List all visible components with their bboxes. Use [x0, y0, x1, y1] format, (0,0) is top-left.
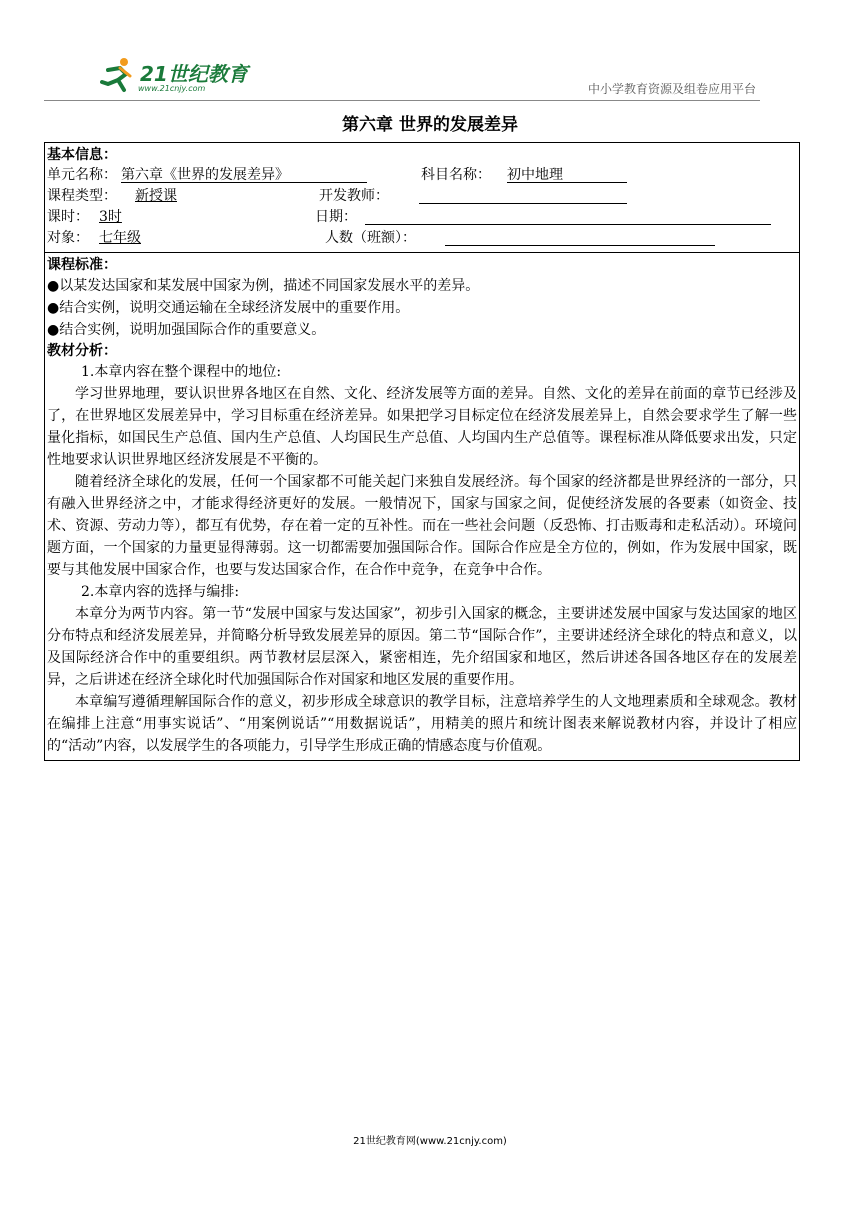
- standards-section: [45, 253, 799, 760]
- platform-label: 中小学教育资源及组卷应用平台: [587, 82, 756, 96]
- course-type-value: 新授课: [135, 188, 177, 204]
- logo-url-text: www.21cnjy.com: [138, 84, 206, 93]
- info-row-type: [47, 186, 797, 207]
- analysis-paragraph-4: 本章编写遵循理解国际合作的意义，初步形成全球意识的教学目标，注意培养学生的人文地理素质和全球观念。教材在编排上注意“用事实说话”、“用案例说话”“用数据说话”，用精美的照片和统计图表来解说教材内容，并设计了相应的“活动”内容，以发展学生的各项能力，引导学生形成正确的情感态度与价值观。: [47, 694, 797, 754]
- page-title: 第六章 世界的发展差异: [342, 115, 518, 135]
- analysis-paragraph-2: 随着经济全球化的发展，任何一个国家都不可能关起门来独自发展经济。每个国家的经济都是世界经济的一部分，只有融入世界经济之中，才能求得经济更好的发展。一般情况下，国家与国家之间，促使经济发展的各要素（如资金、技术、资源、劳动力等），都互有优势，存在着一定的互补性。而在一些社会问题（反恐怖、打击贩毒和走私活动）。环境问题方面，一个国家的力量更显得薄弱。这一切都需要加强国际合作。国际合作应是全方位的，例如，作为发展中国家，既要与其他发展中国家合作，也要与发达国家合作，在合作中竞争，在竞争中合作。: [47, 474, 797, 578]
- logo-text: 21世纪教育: [140, 62, 248, 86]
- analysis-paragraph-3: 本章分为两节内容。第一节“发展中国家与发达国家”，初步引入国家的概念，主要讲述发展中国家与发达国家的地区分布特点和经济发展差异，并简略分析导致发展差异的原因。第二节“国际合作”，主要讲述经济全球化的特点和意义，以及国际经济合作中的重要组织。两节教材层层深入，紧密相连，先介绍国家和地区，然后讲述各国各地区存在的发展差异，之后讲述在经济全球化时代加强国际合作对国家和地区发展的重要作用。: [47, 606, 797, 688]
- info-row-target: [47, 228, 797, 249]
- date-underline: [365, 224, 771, 225]
- basic-info-section: [45, 143, 799, 253]
- standard-item: ●以某发达国家和某发展中国家为例，描述不同国家发展水平的差异。: [47, 278, 480, 294]
- standard-item: ●结合实例，说明加强国际合作的重要意义。: [47, 322, 326, 338]
- runner-logo-icon: [100, 56, 134, 94]
- unit-underline: [121, 182, 367, 183]
- subject-value: 初中地理: [507, 167, 563, 183]
- logo: [100, 56, 300, 98]
- subject-label: 科目名称：: [421, 167, 491, 183]
- teacher-label: 开发教师：: [319, 188, 389, 204]
- standards-heading: 课程标准：: [47, 257, 117, 273]
- hours-value: 3时: [99, 209, 122, 225]
- date-label: 日期：: [315, 209, 357, 225]
- hours-label: 课时：: [47, 209, 89, 225]
- page-footer: 21世纪教育网(www.21cnjy.com): [353, 1136, 507, 1147]
- analysis-subheading-1: 1.本章内容在整个课程中的地位:: [81, 364, 282, 380]
- basic-info-heading: 基本信息：: [47, 147, 117, 163]
- page-header: [44, 56, 760, 101]
- standard-item: ●结合实例，说明交通运输在全球经济发展中的重要作用。: [47, 300, 410, 316]
- count-label: 人数（班额）：: [325, 230, 416, 246]
- info-row-hours: [47, 207, 797, 228]
- lesson-plan-table: [44, 142, 800, 761]
- info-row-unit: [47, 165, 797, 186]
- course-type-label: 课程类型：: [47, 188, 117, 204]
- teacher-underline: [419, 203, 627, 204]
- count-underline: [445, 245, 715, 246]
- target-label: 对象：: [47, 230, 89, 246]
- unit-value: 第六章《世界的发展差异》: [121, 167, 289, 183]
- analysis-heading: 教材分析：: [47, 343, 117, 359]
- analysis-paragraph-1: 学习世界地理，要认识世界各地区在自然、文化、经济发展等方面的差异。自然、文化的差异在前面的章节已经涉及了，在世界地区发展差异中，学习目标重在经济差异。如果把学习目标定位在经济发展差异上，自然会要求学生了解一些量化指标，如国民生产总值、国内生产总值、人均国民生产总值、人均国内生产总值等。课程标准从降低要求出发，只定性地要求认识世界地区经济发展是不平衡的。: [47, 386, 797, 468]
- unit-label: 单元名称：: [47, 167, 117, 183]
- subject-underline: [507, 182, 627, 183]
- analysis-subheading-2: 2.本章内容的选择与编排:: [81, 584, 240, 600]
- target-value: 七年级: [99, 230, 141, 246]
